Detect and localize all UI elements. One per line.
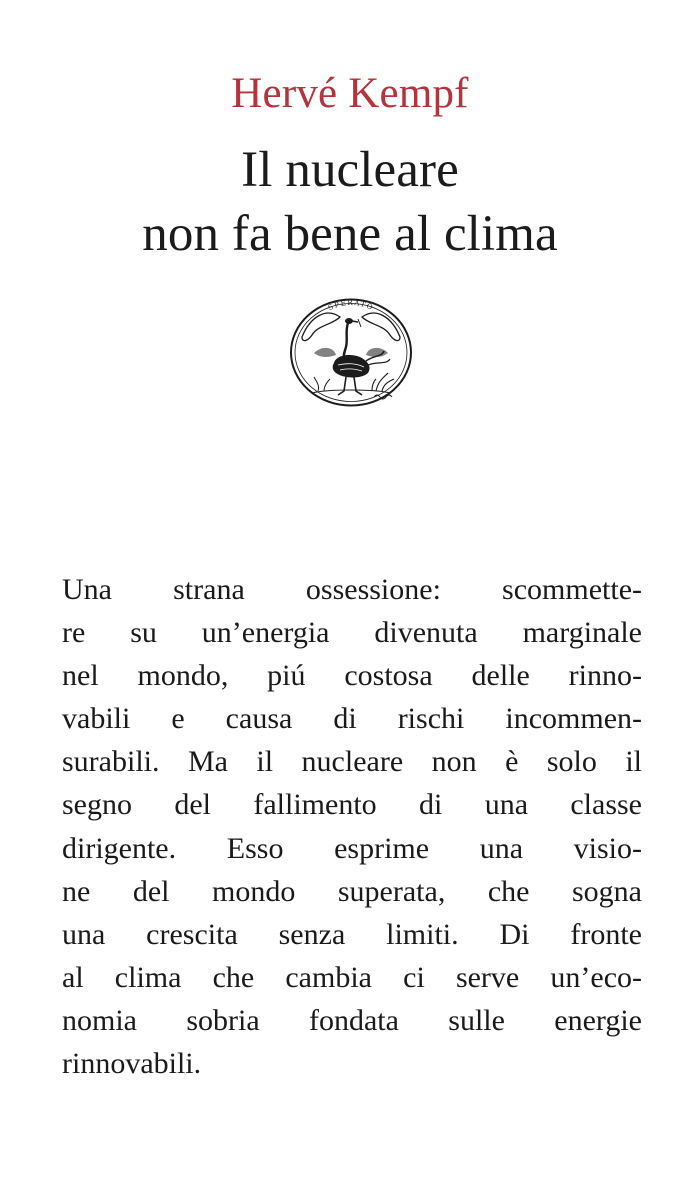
blurb-text bbox=[62, 568, 642, 1085]
blurb-line: nomia sobria fondata sulle energie bbox=[62, 1003, 642, 1037]
blurb-line: rinnovabili. bbox=[62, 1047, 202, 1081]
blurb-line: Una strana ossessione: scommette- bbox=[62, 573, 642, 606]
book-title bbox=[0, 138, 700, 266]
blurb-line: vabili e causa di rischi incommen- bbox=[62, 702, 642, 736]
blurb-line: segno del fallimento di una classe bbox=[62, 788, 642, 822]
blurb-line: surabili. Ma il nucleare non è solo il bbox=[62, 745, 642, 779]
title-line-1: Il nucleare bbox=[241, 142, 459, 198]
title-line-2: non fa bene al clima bbox=[142, 206, 558, 262]
blurb-line: nel mondo, piú costosa delle rinno- bbox=[62, 659, 642, 693]
author-name: Hervé Kempf bbox=[231, 70, 469, 117]
blurb-line: una crescita senza limiti. Di fronte bbox=[62, 917, 642, 951]
ostrich-emblem-icon bbox=[288, 295, 414, 410]
blurb-line: re su un’energia divenuta marginale bbox=[62, 616, 642, 650]
emblem-motto: SPERATO bbox=[326, 298, 375, 313]
blurb-line: ne del mondo superata, che sogna bbox=[62, 874, 642, 908]
blurb-line: al clima che cambia ci serve un’eco- bbox=[62, 960, 642, 994]
blurb-line: dirigente. Esso esprime una visio- bbox=[62, 831, 642, 865]
